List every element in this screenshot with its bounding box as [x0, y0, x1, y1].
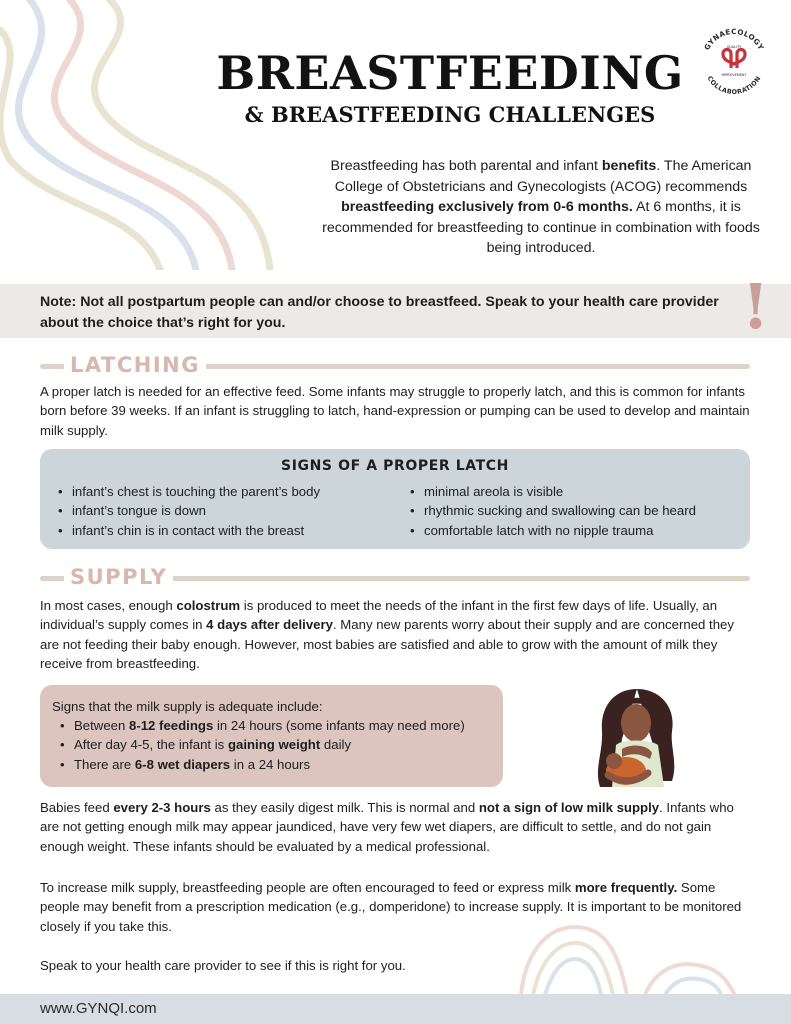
- breastfeeding-illustration: [592, 683, 682, 791]
- latch-signs-left: [56, 482, 396, 540]
- supply-paragraph-4: Speak to your health care provider to see if this is right for you.: [40, 958, 406, 973]
- list-item: • Between 8-12 feedings in 24 hours (some infants may need more): [58, 716, 498, 735]
- list-item: • comfortable latch with no nipple trauma: [408, 521, 748, 540]
- website-link[interactable]: www.GYNQI.com: [40, 1000, 157, 1017]
- note-text: Note: Not all postpartum people can and/or choose to breastfeed. Speak to your health care provider about the choice that’s right for you.: [40, 294, 719, 331]
- list-item: • infant’s chin is in contact with the breast: [56, 521, 396, 540]
- exclamation-icon: !: [742, 270, 770, 343]
- list-item: • minimal areola is visible: [408, 482, 748, 501]
- latching-paragraph: A proper latch is needed for an effective feed. Some infants may struggle to properly latch, and this is common for infants born before 39 weeks. If an infant is struggling to latch, hand-expression or pumping can be used to develop and maintain milk supply.: [40, 384, 750, 438]
- list-item: • After day 4-5, the infant is gaining weight daily: [58, 735, 498, 754]
- supply-heading: SUPPLY: [64, 565, 173, 589]
- logo-text-quality: QUALITY: [726, 45, 742, 49]
- list-item: • rhythmic sucking and swallowing can be heard: [408, 501, 748, 520]
- decorative-swirl-lines: [0, 0, 300, 270]
- supply-signs-list: [58, 716, 498, 774]
- logo-text-bottom: COLLABORATION: [705, 74, 763, 97]
- list-item: • infant’s tongue is down: [56, 501, 396, 520]
- logo-text-improvement: IMPROVEMENT: [721, 73, 747, 77]
- decorative-waves: [515, 915, 791, 995]
- latching-heading: LATCHING: [64, 353, 206, 377]
- logo-text-top: GYNAECOLOGY: [702, 26, 766, 52]
- latch-signs-right: [408, 482, 748, 540]
- supply-box-intro: Signs that the milk supply is adequate include:: [52, 699, 323, 714]
- svg-text:COLLABORATION: [706, 75, 763, 97]
- gynqi-logo: [696, 24, 772, 100]
- intro-paragraph: Breastfeeding has both parental and infant benefits. The American College of Obstetricians and Gynecologists (ACOG) recommends breastfeeding exclusively from 0-6 months. At 6 months, it is recommended for breastfeeding to continue in combination with foods being introduced.: [322, 158, 760, 257]
- list-item: • infant’s chest is touching the parent’s body: [56, 482, 396, 501]
- supply-paragraph-1: In most cases, enough colostrum is produced to meet the needs of the infant in the first few days of life. Usually, an individual’s supply comes in 4 days after delivery. Many new parents worry about their supply and are concerned they are not feeding their baby enough. However, most babies are satisfied and able to grow with the amount of milk they receive from breastfeeding.: [40, 598, 734, 672]
- page-title: BREASTFEEDING: [216, 46, 684, 100]
- supply-paragraph-2: Babies feed every 2-3 hours as they easily digest milk. This is normal and not a sign of low milk supply. Infants who are not getting enough milk may appear jaundiced, have very few wet diapers, are difficult to settle, and do not gain enough weight. These infants should be evaluated by a medical professional.: [40, 800, 734, 854]
- page-subtitle: & BREASTFEEDING CHALLENGES: [244, 102, 656, 127]
- list-item: • There are 6-8 wet diapers in a 24 hours: [58, 755, 498, 774]
- supply-paragraph-3: To increase milk supply, breastfeeding people are often encouraged to feed or express milk more frequently. Some people may benefit from a prescription medication (e.g., domperidone) to increase supply. It is important to be monitored closely if you take this.: [40, 880, 742, 934]
- latch-signs-title: SIGNS OF A PROPER LATCH: [281, 458, 509, 474]
